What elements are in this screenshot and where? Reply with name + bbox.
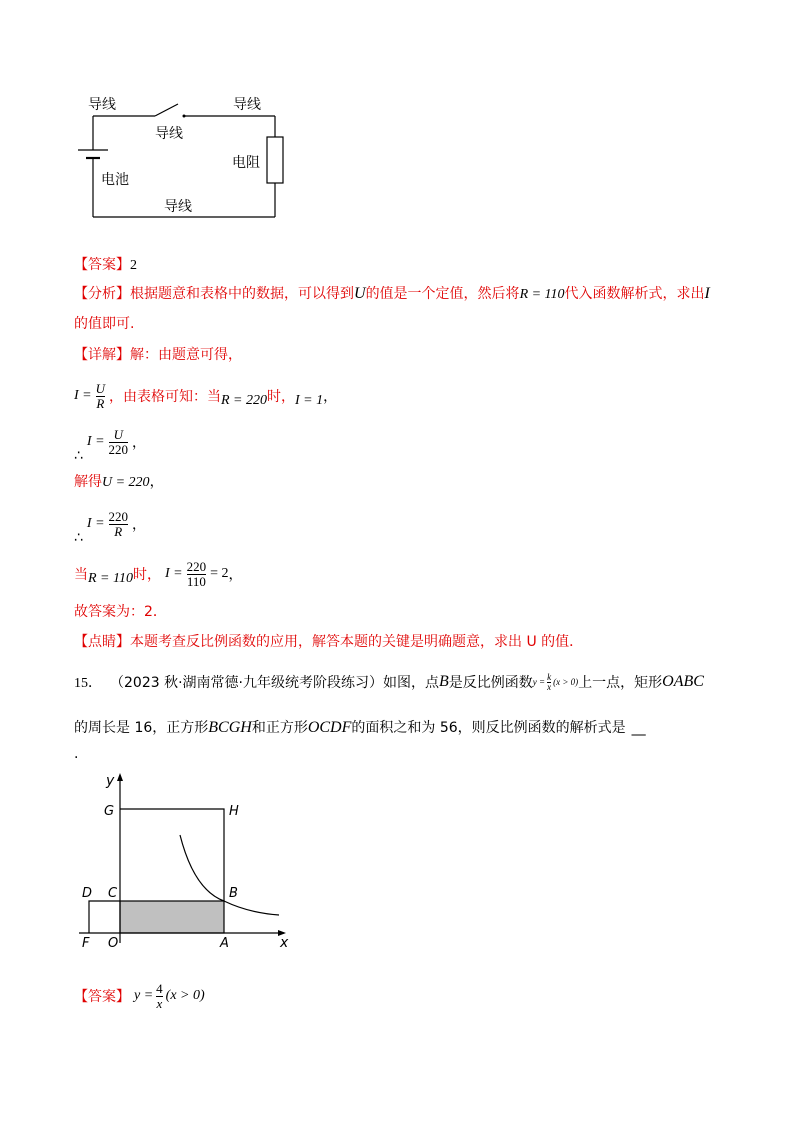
- q15-func-fraction: [547, 673, 551, 692]
- q14-eq3-line: [74, 502, 146, 546]
- eq4-rhs: = 2: [210, 566, 229, 581]
- q14-eq1-line: [74, 375, 337, 417]
- eq1-lhs: I =: [74, 388, 92, 403]
- eq2-lhs: I =: [86, 434, 105, 449]
- q14-solve-line: [74, 472, 164, 493]
- q15-sq-ocdf: OCDF: [307, 719, 352, 736]
- q15-sq-bcgh: BCGH: [208, 719, 252, 736]
- therefore-symbol: ∴: [74, 530, 83, 546]
- eq3-lhs: I =: [86, 516, 105, 531]
- eq1-text: ，由表格可知：当: [109, 389, 221, 405]
- q15-answer-tag: 【答案】: [74, 989, 130, 1005]
- analysis-eq: R = 110: [519, 287, 565, 302]
- eq3-num: 220: [108, 508, 129, 524]
- q15-line2: [74, 718, 646, 738]
- q15-ans-num: 4: [156, 980, 163, 996]
- label-resistor: 电阻: [232, 155, 260, 171]
- analysis-i: I: [704, 285, 710, 302]
- geometry-figure: [74, 765, 304, 950]
- switch-blade: [155, 104, 178, 116]
- analysis-text-c: 代入函数解析式，求出: [564, 286, 705, 302]
- q14-analysis-line2: [74, 314, 134, 334]
- q15-answer-line: [74, 974, 205, 1018]
- rect-oabc: [120, 901, 224, 933]
- eq1-when: 时，: [267, 389, 295, 405]
- label-d: D: [82, 886, 93, 901]
- label-wire-middle: 导线: [155, 126, 183, 142]
- q15-text-d: 的周长是 16，正方形: [74, 720, 209, 736]
- answer-value: 2: [130, 258, 137, 273]
- q15-text-e: 和正方形: [251, 720, 308, 736]
- q15-ans-den: x: [156, 995, 163, 1011]
- q15-text-c: 上一点，矩形: [578, 675, 663, 691]
- eq4-den: 110: [186, 573, 206, 589]
- eq3-den: R: [114, 523, 123, 539]
- eq2-num: U: [113, 426, 123, 442]
- eq4-num: 220: [186, 558, 207, 574]
- label-o: O: [108, 936, 119, 950]
- q15-func-lhs: y =: [532, 677, 546, 687]
- square-ocdf: [89, 901, 120, 933]
- point-tag: 【点睛】: [74, 634, 130, 650]
- label-x-axis: x: [280, 935, 289, 950]
- eq3-end: ，: [132, 517, 147, 533]
- analysis-tag: 【分析】: [74, 286, 130, 302]
- eq1-fraction: [96, 382, 105, 411]
- answer-tag: 【答案】: [74, 257, 130, 273]
- solve-text: 解得: [74, 474, 102, 490]
- eq1-r: R = 220: [221, 393, 267, 408]
- q14-detail-line: [74, 345, 242, 365]
- q15-number: 15．: [74, 676, 102, 691]
- eq2-end: ，: [132, 435, 147, 451]
- eq4-time: 时，: [132, 567, 161, 583]
- eq1-i: I = 1: [295, 393, 324, 408]
- q15-point-b: B: [438, 673, 449, 690]
- therefore-symbol: ∴: [74, 448, 83, 464]
- q14-eq2-line: [74, 420, 146, 464]
- q15-func-cond: (x > 0): [553, 677, 579, 687]
- label-y-axis: y: [106, 773, 115, 789]
- analysis-u: U: [354, 285, 366, 302]
- eq2-fraction: [109, 428, 129, 457]
- label-wire-bottom: 导线: [164, 199, 192, 215]
- label-h: H: [229, 804, 239, 819]
- solve-eq: U = 220: [102, 475, 150, 490]
- point-text: 本题考查反比例函数的应用，解答本题的关键是明确题意，求出 U 的值．: [130, 634, 584, 650]
- q15-func-num: k: [547, 671, 552, 682]
- detail-intro: 解：由题意可得，: [130, 347, 242, 363]
- q14-answer-line: [74, 255, 137, 276]
- resistor-symbol: [267, 137, 283, 183]
- q15-ans-cond: (x > 0): [165, 988, 205, 1003]
- eq4-end: ，: [228, 567, 243, 583]
- analysis-text-a: 根据题意和表格中的数据，可以得到: [130, 286, 354, 302]
- label-c: C: [108, 886, 118, 901]
- label-b: B: [229, 886, 238, 901]
- circuit-diagram: [60, 90, 310, 230]
- q15-ans-fraction: [156, 982, 163, 1011]
- eq1-num: U: [95, 380, 105, 396]
- q15-func-den: x: [547, 681, 552, 692]
- q15-text-f: 的面积之和为 56，则反比例函数的解析式是: [351, 720, 626, 736]
- square-bcgh: [120, 809, 224, 901]
- solve-end: ，: [149, 474, 164, 490]
- detail-tag: 【详解】: [74, 347, 130, 363]
- q14-analysis-line1: [74, 284, 710, 305]
- q15-text-b: 是反比例函数: [448, 675, 533, 691]
- q15-period: .: [74, 746, 79, 762]
- q15-ans-lhs: y =: [134, 988, 154, 1003]
- q14-final-line: [74, 602, 167, 622]
- final-answer: 故答案为：2．: [74, 604, 167, 620]
- eq4-lhs: I =: [164, 566, 183, 581]
- label-wire-top-right: 导线: [233, 97, 261, 113]
- eq4-fraction: [187, 560, 207, 589]
- eq2-den: 220: [108, 441, 129, 457]
- y-axis-arrow: [117, 773, 123, 781]
- eq1-end: ，: [323, 389, 338, 405]
- eq4-when: 当: [74, 567, 88, 583]
- label-f: F: [82, 936, 90, 950]
- q15-line3: [74, 744, 78, 764]
- q15-source: （2023 秋·湖南常德·九年级统考阶段练习）: [110, 675, 383, 691]
- eq3-fraction: [109, 510, 129, 539]
- q14-point-line: [74, 632, 583, 652]
- label-battery: 电池: [101, 172, 129, 188]
- q15-rect-oabc: OABC: [662, 673, 704, 690]
- q15-text-a: 如图，点: [382, 675, 439, 691]
- eq1-den: R: [96, 395, 105, 411]
- q15-answer-blank: __: [631, 720, 646, 736]
- eq4-r: R = 110: [88, 571, 133, 586]
- label-a: A: [220, 936, 229, 950]
- analysis-text-b: 的值是一个定值，然后将: [365, 286, 520, 302]
- analysis-text-d: 的值即可.: [74, 316, 135, 332]
- q15-line1: [74, 664, 704, 700]
- label-g: G: [104, 804, 115, 819]
- q14-eq4-line: [74, 552, 242, 596]
- label-wire-top-left: 导线: [88, 97, 116, 113]
